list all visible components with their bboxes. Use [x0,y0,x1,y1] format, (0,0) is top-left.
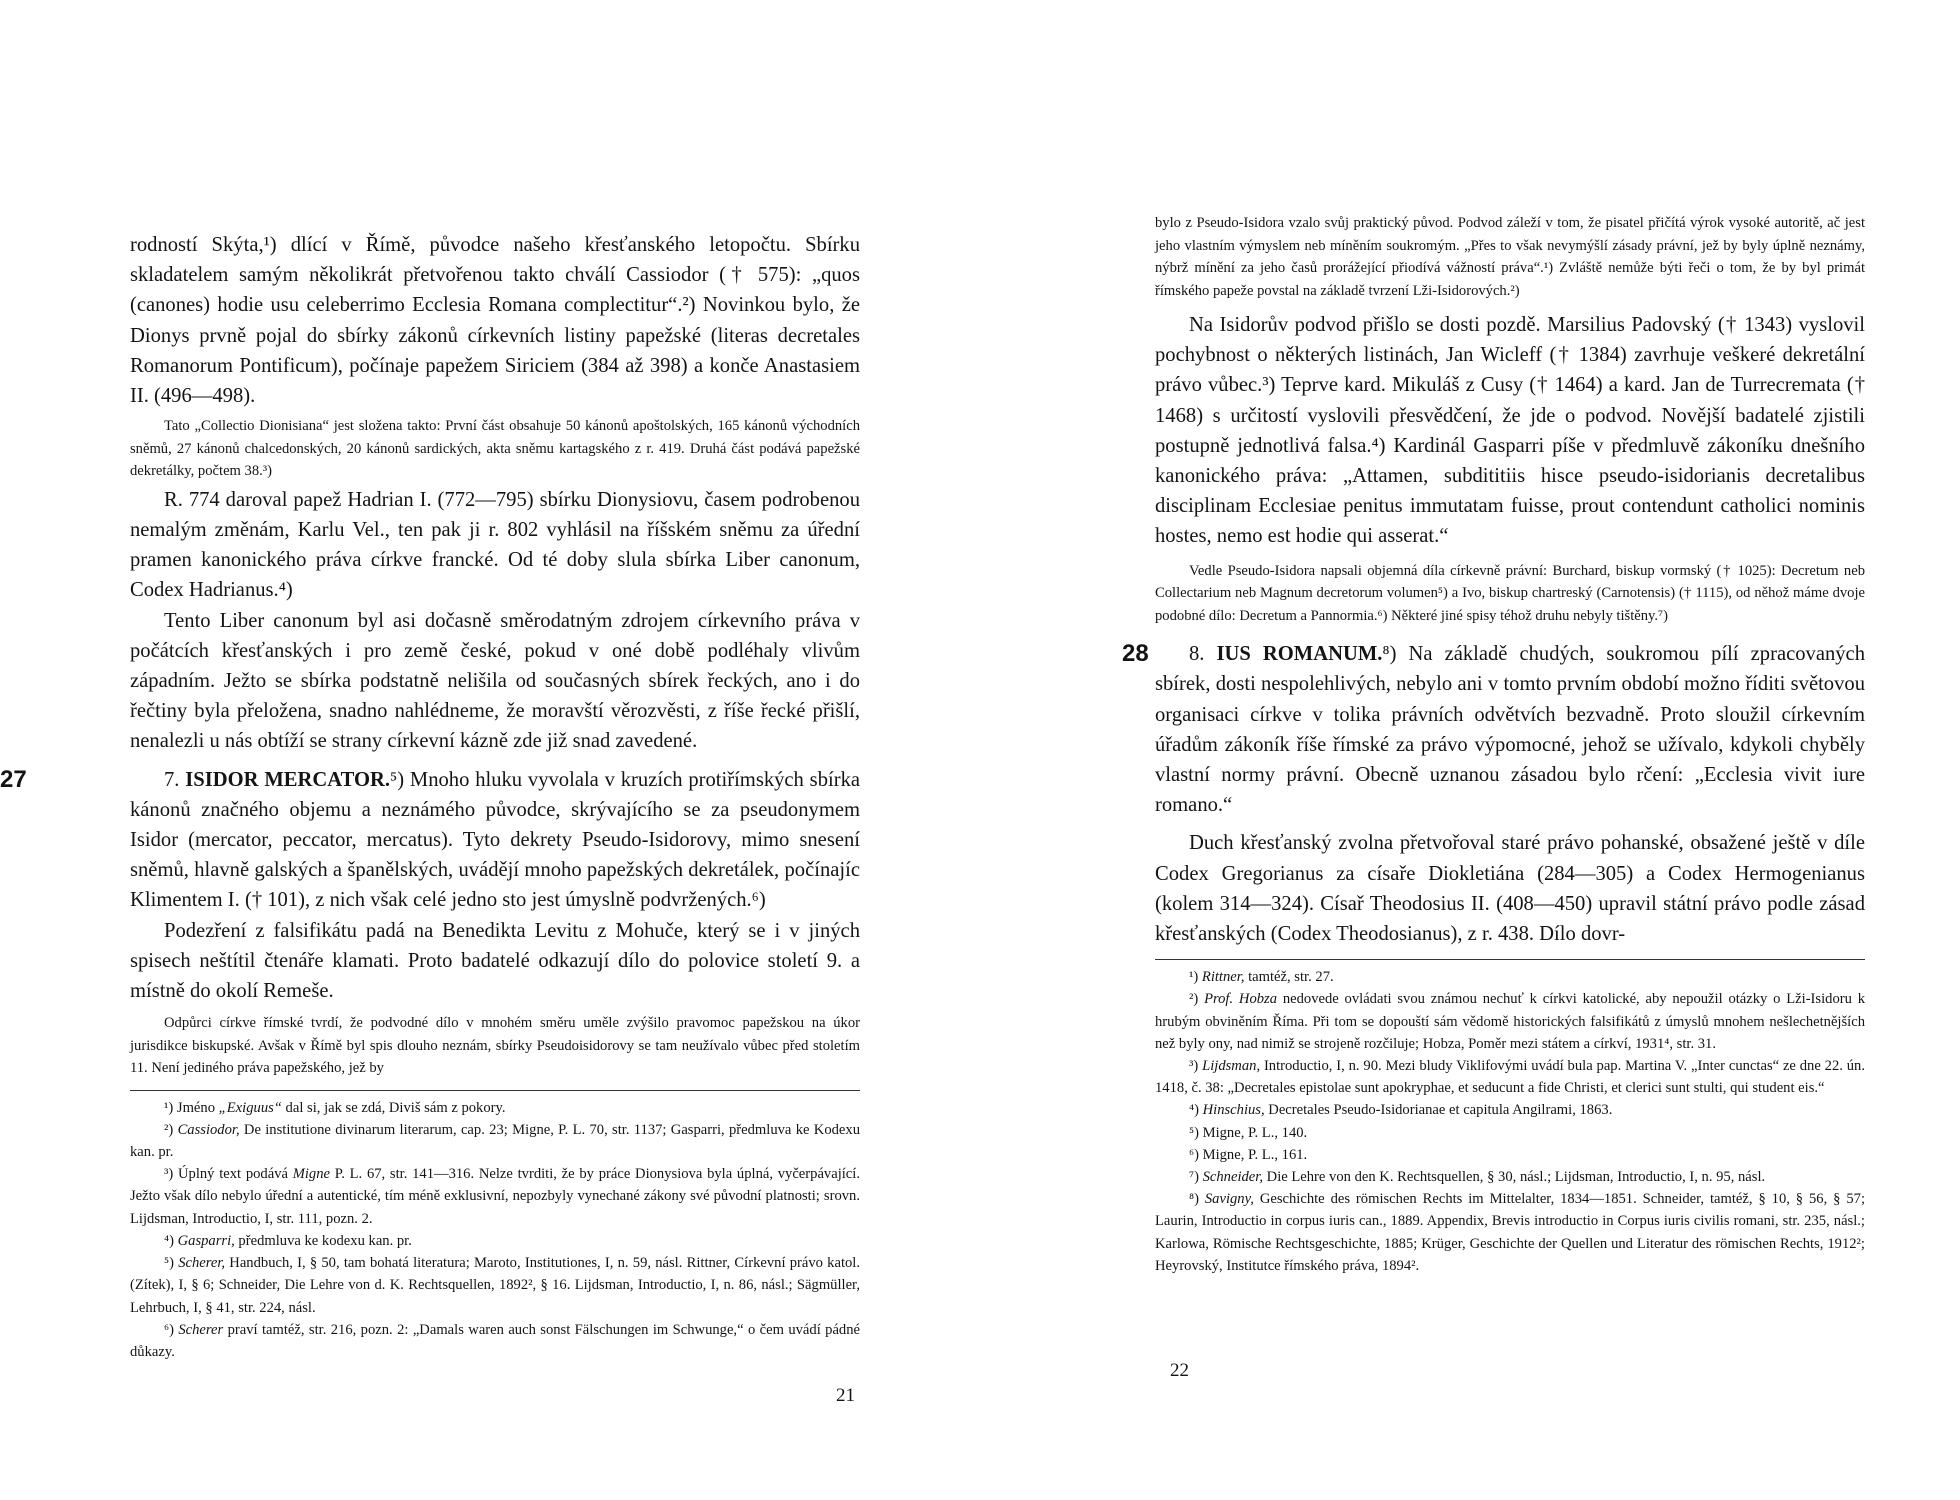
left-footnote-6: ⁶) Scherer praví tamtéž, str. 216, pozn. 2: „Damals waren auch sonst Fälschungen im Schwunge,“ o čem uvádí pádné důkazy. [130,1321,861,1360]
right-small-note-2: Vedle Pseudo-Isidora napsali objemná díla církevně právní: Burchard, biskup vormský († 1025): Decretum neb Collectarium neb Magnum decretorum volumen⁵) a Ivo, biskup chartreský (Carnotensis) († 1115), od něhož máme dvoje podobné dílo: Decretum a Pannormia.⁶) Některé jiné spisy téhož druhu nebyly tištěny.⁷) [1155,562,1865,624]
right-footnote-7: ⁷) Schneider, Die Lehre von den K. Rechtsquellen, § 30, násl.; Lijdsman, Introductio, I, n. 95, násl. [1189,1168,1766,1185]
left-footnote-1: ¹) Jméno „Exiguus“ dal si, jak se zdá, Diviš sám z pokory. [164,1099,506,1116]
right-paragraph-2: Duch křesťanský zvolna přetvořoval staré právo pohanské, obsažené ještě v díle Codex Gregorianus za císaře Diokletiána (284—305) a Codex Hermogenianus (kolem 314—324). Císař Theodosius II. (408—450) upravil státní právo podle zásad křesťanských (Codex Theodosianus), z r. 438. Dílo dovr- [1155,832,1865,945]
left-footnote-3: ³) Úplný text podává Migne P. L. 67, str. 141—316. Nelze tvrditi, že by práce Dionysiova byla úplná, vyčerpávající. Ježto však dílo nebylo úřední a autentické, tím méně exklusivní, nepozbyly vynechané zákony své původní platnosti; srovn. Lijdsman, Introductio, I, str. 111, pozn. 2. [130,1166,860,1227]
right-footnote-8: ⁸) Savigny, Geschichte des römischen Rechts im Mittelalter, 1834—1851. Schneider, tamtéž, § 10, § 56, § 57; Laurin, Introductio in corpus iuris can., 1889. Appendix, Brevis introductio in Corpus iuris civilis romani, str. 235, násl.; Karlowa, Römische Rechtsgeschichte, 1885; Krüger, Geschichte der Quellen und Literatur des römischen Rechts, 1912²; Heyrovský, Institutce římského práva, 1894². [1155,1191,1866,1274]
left-footnote-2: ²) Cassiodor, De institutione divinarum literarum, cap. 23; Migne, P. L. 70, str. 1137; Gasparri, předmluva ke Kodexu kan. pr. [130,1121,860,1161]
section-28-number: 8. [1189,643,1205,666]
right-footnote-1: ¹) Rittner, tamtéž, str. 27. [1189,969,1334,986]
left-footnote-5: ⁵) Scherer, Handbuch, I, § 50, tam bohatá literatura; Maroto, Institutiones, I, n. 59, násl. Rittner, Církevní právo katol. (Zítek), I, § 6; Schneider, Die Lehre von d. K. Rechtsquellen, 1892², § 16. Lijdsman, Introductio, I, n. 86, násl.; Sägmüller, Lehrbuch, I, § 41, str. 224, násl. [130,1255,860,1316]
left-footnotes [130,1097,860,1363]
section-28-paragraph [1122,639,1865,820]
left-page-number: 21 [836,1385,855,1406]
section-27-paragraph [0,765,861,916]
left-paragraph-2: R. 774 daroval papež Hadrian I. (772—795) sbírku Dionysiovu, časem podrobenou nemalým změnám, Karlu Vel., ten pak ji r. 802 vyhlásil na říšském sněmu za úřední pramen kanonického práva církve francké. Od té doby slula sbírka Liber canonum, Codex Hadrianus.⁴) [130,488,860,602]
left-paragraph-1: rodností Skýta,¹) dlící v Římě, původce našeho křesťanského letopočtu. Sbírku skladatelem samým několikrát přetvořenou takto chválí Cassiodor († 575): „quos (canones) hodie usu celeberrimo Ecclesia Romana complectitur“.²) Novinkou bylo, že Dionys prvně pojal do sbírky zákonů církevních listiny papežské (literas decretales Romanorum Pontificum), počínaje papežem Siriciem (384 až 398) a konče Anastasiem II. (496—498). [130,234,860,408]
section-28-heading: IUS ROMANUM. [1216,643,1383,666]
right-footnote-5: ⁵) Migne, P. L., 140. [1189,1124,1308,1141]
right-footnote-2: ²) Prof. Hobza nedovede ovládati svou známou nechuť k církvi katolické, aby nepoužil otázky o Lži-Isidoru k hrubým obviněním Říma. Při tom se dopouští sám vědomě historických falsifikátů z úmyslů mnohem nešlechetnějších než byly ony, nad nimiž se strojeně rozčiluje; Hobza, Poměr mezi státem a církví, 1931⁴, str. 31. [1155,991,1865,1052]
left-page [0,230,861,1363]
left-small-note-1: Tato „Collectio Dionisiana“ jest složena takto: První část obsahuje 50 kánonů apoštolských, 165 kánonů východních sněmů, 27 kánonů chalcedonských, 20 kánonů sardických, akta sněmu kartagského z r. 419. Druhá část podává papežské dekretálky, počtem 38.³) [130,418,860,480]
section-27-heading: ISIDOR MERCATOR. [185,768,391,791]
right-page-number: 22 [1170,1360,1189,1381]
left-paragraph-3: Tento Liber canonum byl asi dočasně směrodatným zdrojem církevního práva v počátcích křesťanských i pro země české, pokud v oné době podléhaly vlivům západním. Ježto se sbírka podstatně nelišila od současných sbírek řeckých, ano i do řečtiny byla přeložena, snadno nahlédneme, že moravští věrozvěsti, z říše řecké přišlí, nenalezli u nás obtíží se strany církevní kázně zde již snad zavedené. [130,609,860,753]
right-footnotes [1155,966,1865,1277]
section-28-text: Na základě chudých, soukromou pílí zpracovaných sbírek, dosti nespolehlivých, nebylo ani v tomto prvním období možno říditi světovou organisaci církve v tolika právních odvětvích bezvadně. Proto sloužil církevním úřadům zákoník říše římské za právo výpomocné, jehož se užívalo, kdykoli chyběly vlastní normy právní. Obecně uznanou zásadou bylo rčení: „Ecclesia vivit iure romano.“ [1155,643,1865,817]
section-28-heading-note: ⁸) [1382,643,1397,666]
right-footnote-3: ³) Lijdsman, Introductio, I, n. 90. Mezi bludy Viklifovými uvádí bula pap. Martina V. „Inter cunctas“ ze dne 22. ún. 1418, č. 38: „Decretales epistolae sunt apokryphae, et seducunt a fide Christi, et clerici sunt stulti, qui student eis.“ [1155,1057,1866,1097]
left-footnote-rule [130,1090,860,1091]
right-footnote-rule [1155,959,1865,960]
right-footnote-4: ⁴) Hinschius, Decretales Pseudo-Isidorianae et capitula Angilrami, 1863. [1189,1102,1613,1119]
right-footnote-6: ⁶) Migne, P. L., 161. [1189,1146,1308,1163]
section-27-number: 7. [164,768,180,791]
left-paragraph-4: Podezření z falsifikátu padá na Benedikta Levitu z Mohuče, který se i v jiných spisech neštítil čtenáře klamati. Proto badatelé odkazují dílo do polovice století 9. a místně do okolí Remeše. [130,919,860,1002]
section-27-heading-note: ⁵) [390,768,405,791]
left-footnote-4: ⁴) Gasparri, předmluva ke kodexu kan. pr. [164,1232,412,1249]
margin-number-27: 27 [0,765,27,793]
right-paragraph-1: Na Isidorův podvod přišlo se dosti pozdě. Marsilius Padovský († 1343) vyslovil pochybnost o některých listinách, Jan Wicleff († 1384) zavrhuje veškeré dekretální právo vůbec.³) Teprve kard. Mikuláš z Cusy († 1464) a kard. Jan de Turrecremata († 1468) s určitostí vyslovili přesvědčení, že jde o podvod. Novější badatelé zjistili postupně jednotlivá falsa.⁴) Kardinál Gasparri píše v předmluvě zákoníku dnešního kanonického práva: „Attamen, subdititiis hisce pseudo-isidorianis decretalibus disciplinam Ecclesiae penitus immutatam fuisse, prout contendunt catholici nominis hostes, nemo est hodie qui asserat.“ [1155,314,1865,548]
right-small-note-1: bylo z Pseudo-Isidora vzalo svůj praktický původ. Podvod záleží v tom, že pisatel přičítá výrok vysoké autoritě, ač jest jeho vlastním výmyslem neb míněním soukromým. „Přes to však nevymýšlí zásady právní, jež by byly úplně neznámy, nýbrž mínění za jeho časů prorážející přiodívá vážností práva“.¹) Zvláště nemůže býti řeči o tom, že by byl primát římského papeže povstal na základě tvrzení Lži-Isidorových.²) [1155,215,1865,299]
section-27-text: Mnoho hluku vyvolala v kruzích protiřímských sbírka kánonů značného objemu a neznámého původce, skrývajícího se za pseudonymem Isidor (mercator, peccator, mercatus). Tyto dekrety Pseudo-Isidorovy, mimo snesení sněmů, hlavně galských a španělských, uvádějí mnoho papežských dekretálek, počínajíc Klimentem I. († 101), z nich však celé jedno sto jest úmyslně podvržených.⁶) [130,768,861,912]
right-page [1122,212,1866,1277]
margin-number-28: 28 [1122,640,1149,668]
left-small-note-2: Odpůrci církve římské tvrdí, že podvodné dílo v mnohém směru uměle zvýšilo pravomoc papežskou na úkor jurisdikce biskupské. Avšak v Římě byl spis dlouho neznám, sbírky Pseudoisidorovy se tam neužívalo vůbec před stoletím 11. Není jediného práva papežského, jež by [130,1015,860,1077]
